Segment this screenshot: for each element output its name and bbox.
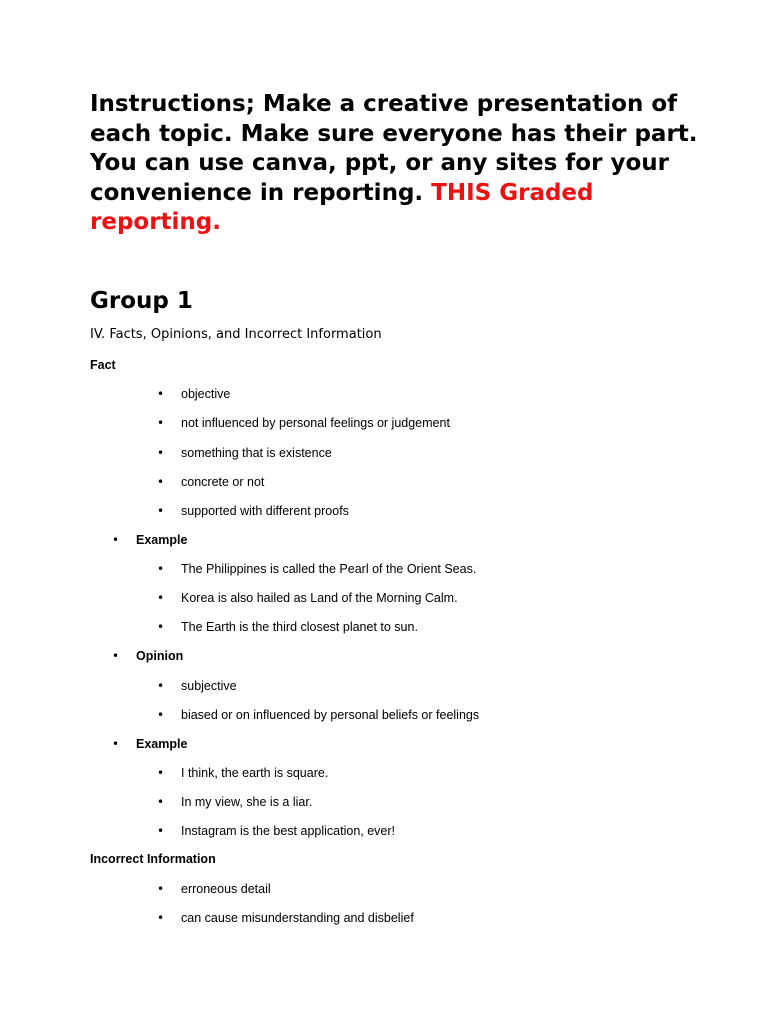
bullet-icon: •: [157, 766, 165, 780]
bullet-icon: •: [157, 620, 165, 634]
opinion-heading: Opinion: [136, 649, 184, 663]
group-title: Group 1: [90, 288, 193, 314]
bullet-icon: •: [157, 562, 165, 576]
bullet-icon: •: [157, 504, 165, 518]
fact-heading: Fact: [90, 358, 116, 372]
list-item: something that is existence: [181, 446, 332, 460]
list-item: supported with different proofs: [181, 504, 349, 518]
list-item: Korea is also hailed as Land of the Morning Calm.: [181, 591, 458, 605]
bullet-icon: •: [157, 708, 165, 722]
list-item: not influenced by personal feelings or judgement: [181, 416, 450, 430]
bullet-icon: •: [157, 591, 165, 605]
bullet-icon: •: [157, 387, 165, 401]
section-title: IV. Facts, Opinions, and Incorrect Information: [90, 327, 382, 342]
bullet-icon: •: [157, 475, 165, 489]
opinion-example-heading: Example: [136, 737, 188, 751]
fact-example-heading: Example: [136, 533, 188, 547]
bullet-icon: •: [157, 882, 165, 896]
bullet-icon: •: [157, 824, 165, 838]
bullet-icon: •: [112, 533, 120, 547]
list-item: The Philippines is called the Pearl of the Orient Seas.: [181, 562, 477, 576]
bullet-icon: •: [157, 795, 165, 809]
graded-reporting-notice: THIS Graded reporting.: [90, 179, 594, 235]
list-item: biased or on influenced by personal beliefs or feelings: [181, 708, 480, 722]
list-item: I think, the earth is square.: [181, 766, 329, 780]
bullet-icon: •: [112, 737, 120, 751]
bullet-icon: •: [157, 679, 165, 693]
bullet-icon: •: [157, 911, 165, 925]
list-item: objective: [181, 387, 231, 401]
instructions-paragraph: [90, 90, 700, 238]
list-item: The Earth is the third closest planet to sun.: [181, 620, 418, 634]
list-item: Instagram is the best application, ever!: [181, 824, 396, 838]
list-item: concrete or not: [181, 475, 265, 489]
list-item: subjective: [181, 679, 237, 693]
instructions-text: Instructions; Make a creative presentation of each topic. Make sure everyone has their part. You can use canva, ppt, or any sites for your convenience in reporting.: [90, 91, 698, 206]
bullet-icon: •: [112, 649, 120, 663]
list-item: In my view, she is a liar.: [181, 795, 313, 809]
list-item: erroneous detail: [181, 882, 271, 896]
bullet-icon: •: [157, 416, 165, 430]
incorrect-information-heading: Incorrect Information: [90, 852, 216, 866]
list-item: can cause misunderstanding and disbelief: [181, 911, 414, 925]
bullet-icon: •: [157, 446, 165, 460]
